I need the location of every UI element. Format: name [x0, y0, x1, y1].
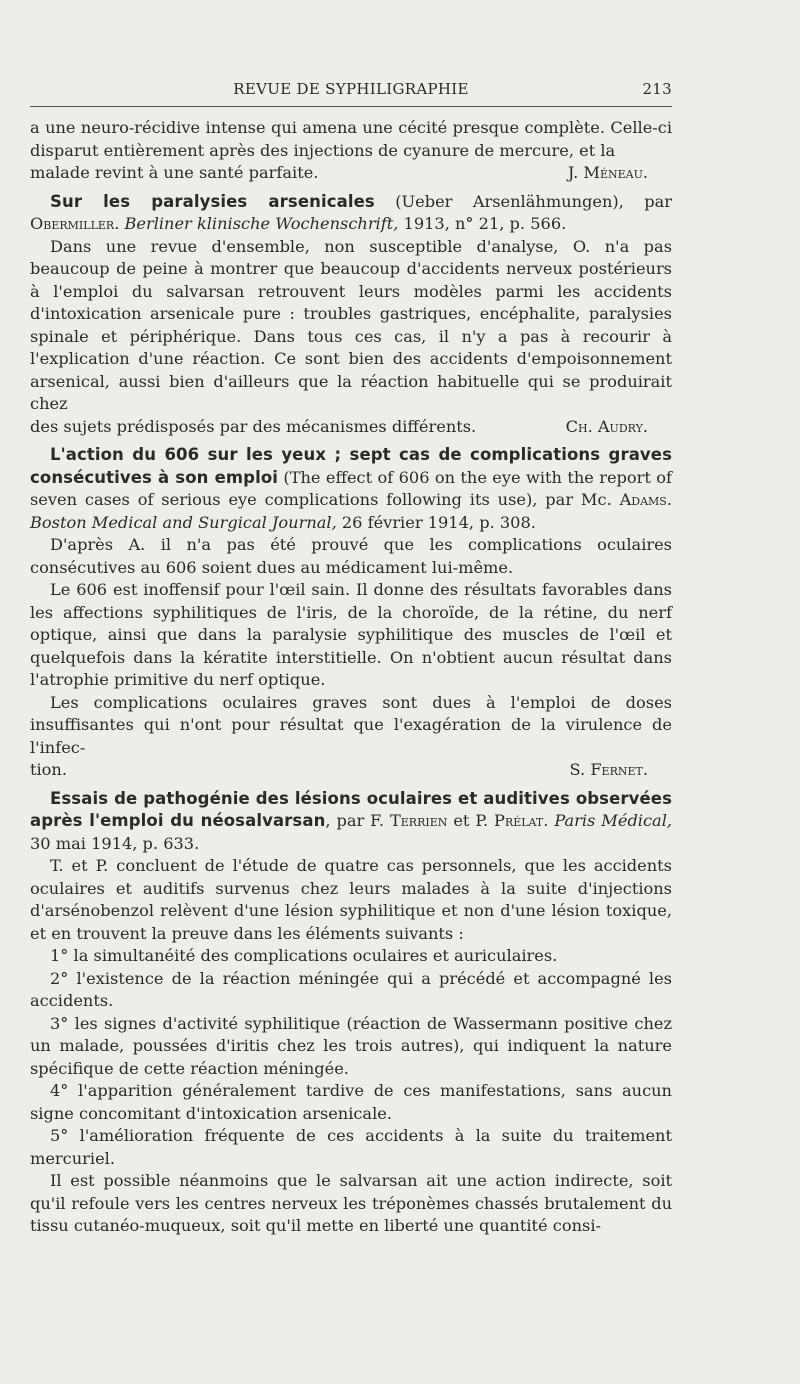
- list-item: 1° la simultanéité des complications oculaires et auriculaires.: [50, 946, 558, 965]
- article-ref: (Ueber Arsenlähmungen), par: [374, 191, 672, 211]
- journal-page: [30, 76, 672, 1238]
- signature-line: [30, 759, 672, 782]
- article-author: Adams.: [619, 490, 672, 509]
- article-body: T. et P. concluent de l'étude de quatre cas personnels, que les accidents oculaires et auditifs survenus chez leurs malades à la suite d'injections d'arsénobenzol relèvent d'une lésion syphilitique et non d'une lésion toxique, et en trouvent la preuve dans les éléments suivants :: [30, 856, 672, 943]
- article-ref-mid: et P.: [447, 811, 495, 830]
- article-author: Obermiller.: [30, 214, 120, 233]
- paragraph-end: tion.: [30, 760, 67, 779]
- signature-line: [30, 416, 672, 439]
- article-body: Le 606 est inoffensif pour l'œil sain. Il donne des résultats favorables dans les affections syphilitiques de l'iris, de la choroïde, de la rétine, du nerf optique, ainsi que dans la paralysie syphilitique des muscles de l'œil et quelquefois dans la kératite interstitielle. On n'obtient aucun résultat dans l'atrophie primitive du nerf optique.: [30, 580, 672, 689]
- article-body: Il est possible néanmoins que le salvarsan ait une action indirecte, soit qu'il refoule vers les centres nerveux les tréponèmes chassés brutalement du tissu cutanéo-muqueux, soit qu'il mette en liberté une quantité consi-: [30, 1171, 672, 1235]
- paragraph-end: des sujets prédisposés par des mécanismes différents.: [30, 416, 477, 436]
- continued-paragraph: a une neuro-récidive intense qui amena une cécité presque complète. Celle-ci disparut entièrement après des injections de cyanure de mercure, et la: [30, 118, 672, 160]
- article-body: Les complications oculaires graves sont dues à l'emploi de doses insuffisantes qui n'ont pour résultat que l'exagération de la virulence de l'infec-: [30, 692, 672, 757]
- article-arsenical-paralysis: [30, 191, 672, 439]
- article-ref: (The effect of 606 on the eye with the report of seven cases of serious eye complications following its use), par Mc.: [30, 467, 672, 509]
- list-item: 4° l'apparition généralement tardive de ces manifestations, sans aucun signe concomitant d'intoxication arsenicale.: [30, 1081, 672, 1123]
- article-author: Prélat.: [494, 811, 549, 830]
- author-signature: J. Méneau.: [567, 163, 648, 182]
- article-title: L'action du 606 sur les yeux ; sept cas de complications graves consécutives à son emploi: [30, 445, 672, 487]
- running-title: REVUE DE SYPHILIGRAPHIE: [233, 80, 469, 98]
- article-ref-end: 1913, n° 21, p. 566.: [398, 214, 567, 233]
- author-signature: S. Fernet.: [569, 760, 648, 779]
- journal-name: Paris Médical,: [548, 811, 673, 830]
- article-606-eyes: [30, 444, 672, 782]
- journal-name: Boston Medical and Surgical Journal,: [30, 512, 337, 532]
- article-ref: , par F.: [325, 811, 390, 830]
- article-body: Dans une revue d'ensemble, non susceptible d'analyse, O. n'a pas beaucoup de peine à montrer que beaucoup d'accidents nerveux postérieurs à l'emploi du salvarsan retrouvent leurs modèles parmi les accidents d'intoxication arsenicale pure : troubles gastriques, encéphalite, paralysies spinale et périphérique. Dans tous ces cas, il n'y a pas à recourir à l'explication d'une réaction. Ce sont bien des accidents d'empoisonnement arsenical, aussi bien d'ailleurs que la réaction habituelle qui se produirait chez: [30, 236, 672, 413]
- author-signature: Ch. Audry.: [565, 416, 648, 436]
- article-ref-end: 30 mai 1914, p. 633.: [30, 833, 200, 853]
- list-item: 5° l'amélioration fréquente de ces accidents à la suite du traitement mercuriel.: [30, 1126, 672, 1168]
- article-author: Terrien: [389, 811, 448, 830]
- article-title: Sur les paralysies arsenicales: [50, 191, 375, 211]
- running-header: [30, 76, 672, 102]
- header-rule: [30, 106, 672, 107]
- paragraph-end: malade revint à une santé parfaite.: [30, 163, 319, 182]
- list-item: 3° les signes d'activité syphilitique (réaction de Wassermann positive chez un malade, poussées d'iritis chez les trois autres), qui indiquent la nature spécifique de cette réaction méningée.: [30, 1013, 672, 1078]
- article-neosalvarsan: [30, 788, 672, 1238]
- signature-line: [30, 162, 672, 185]
- page-number: 213: [642, 80, 672, 98]
- article-title: Essais de pathogénie des lésions oculaires et auditives observées après l'emploi du néosalvarsan: [30, 788, 672, 830]
- list-item: 2° l'existence de la réaction méningée qui a précédé et accompagné les accidents.: [30, 968, 672, 1010]
- article-ref-end: 26 février 1914, p. 308.: [336, 512, 536, 532]
- article-body: D'après A. il n'a pas été prouvé que les complications oculaires consécutives au 606 soient dues au médicament lui-même.: [30, 535, 672, 577]
- journal-name: Berliner klinische Wochenschrift,: [119, 214, 399, 233]
